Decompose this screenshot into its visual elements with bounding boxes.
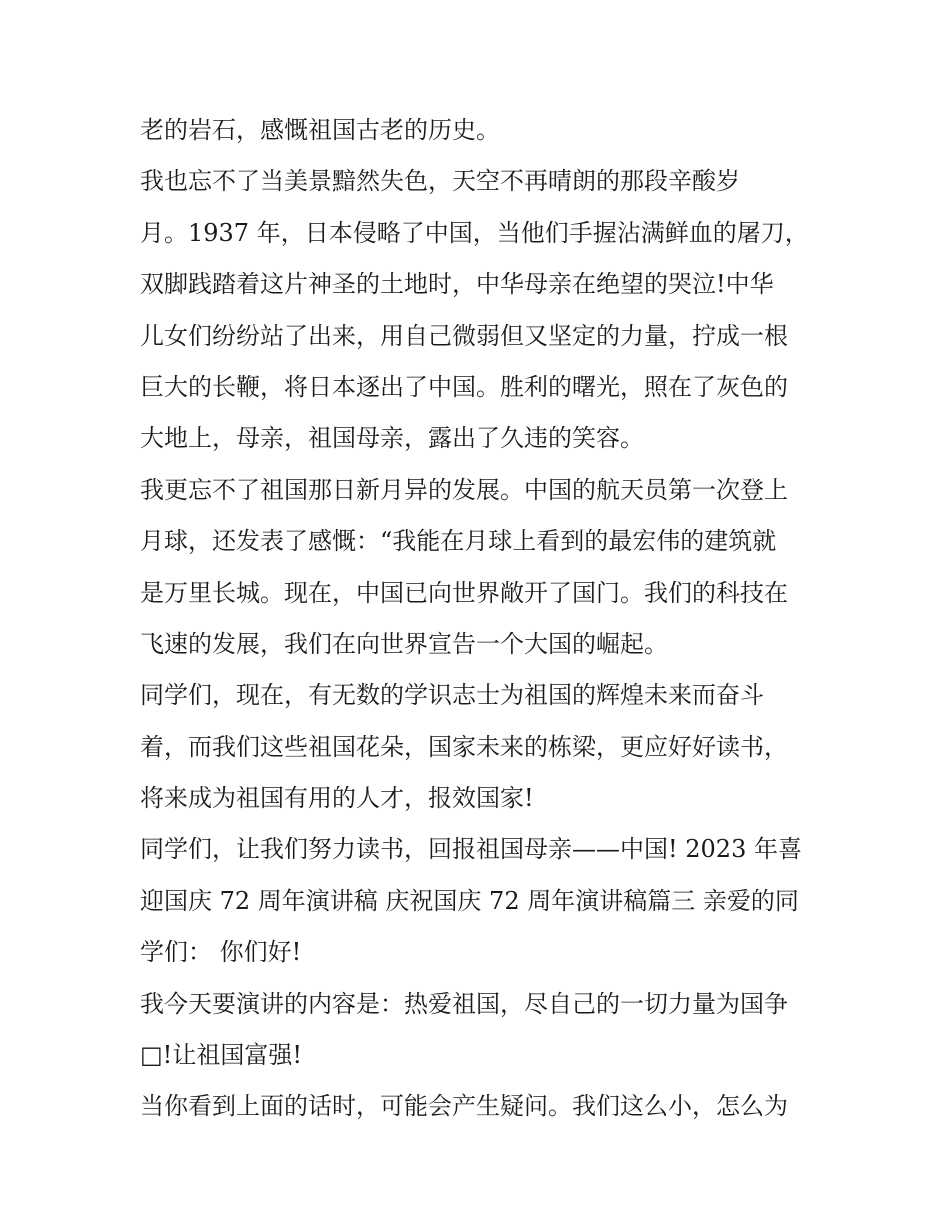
document-body <box>140 108 830 1136</box>
text-line: 飞速的发展，我们在向世界宣告一个大国的崛起。 <box>140 629 668 658</box>
text-line: 月球，还发表了感慨：“我能在月球上看到的最宏伟的建筑就 <box>140 527 777 556</box>
text-line: 双脚践踏着这片神圣的土地时，中华母亲在绝望的哭泣!中华 <box>140 270 774 299</box>
text-line: 是万里长城。现在，中国已向世界敞开了国门。我们的科技在 <box>140 578 788 607</box>
text-line: 老的岩石，感慨祖国古老的历史。 <box>140 116 500 144</box>
text-line: 月。1937 年，日本侵略了中国，当他们手握沾满鲜血的屠刀， <box>140 218 809 247</box>
text-line: 巨大的长鞭，将日本逐出了中国。胜利的曙光，照在了灰色的 <box>140 372 788 401</box>
text-line: 我也忘不了当美景黯然失色，天空不再晴朗的那段辛酸岁 <box>140 167 740 196</box>
text-line: 同学们，让我们努力读书，回报祖国母亲——中国! 2023 年喜 <box>140 835 802 864</box>
text-line: 我更忘不了祖国那日新月异的发展。中国的航天员第一次登上 <box>140 475 788 504</box>
text-line: 当你看到上面的话时，可能会产生疑问。我们这么小，怎么为 <box>140 1092 788 1121</box>
text-line: 我今天要演讲的内容是：热爱祖国，尽自己的一切力量为国争 <box>140 989 788 1018</box>
text-line: 同学们，现在，有无数的学识志士为祖国的辉煌未来而奋斗 <box>140 681 764 710</box>
text-line: 着，而我们这些祖国花朵，国家未来的栋梁，更应好好读书， <box>140 732 788 761</box>
text-line: 迎国庆 72 周年演讲稿 庆祝国庆 72 周年演讲稿篇三 亲爱的同 <box>140 886 799 915</box>
text-line: 学们： 你们好! <box>140 938 302 967</box>
text-line: □!让祖国富强! <box>140 1041 302 1070</box>
text-line: 儿女们纷纷站了出来，用自己微弱但又坚定的力量，拧成一根 <box>140 321 788 350</box>
text-line: 大地上，母亲，祖国母亲，露出了久违的笑容。 <box>140 424 644 453</box>
text-line: 将来成为祖国有用的人才，报效国家! <box>140 784 534 813</box>
